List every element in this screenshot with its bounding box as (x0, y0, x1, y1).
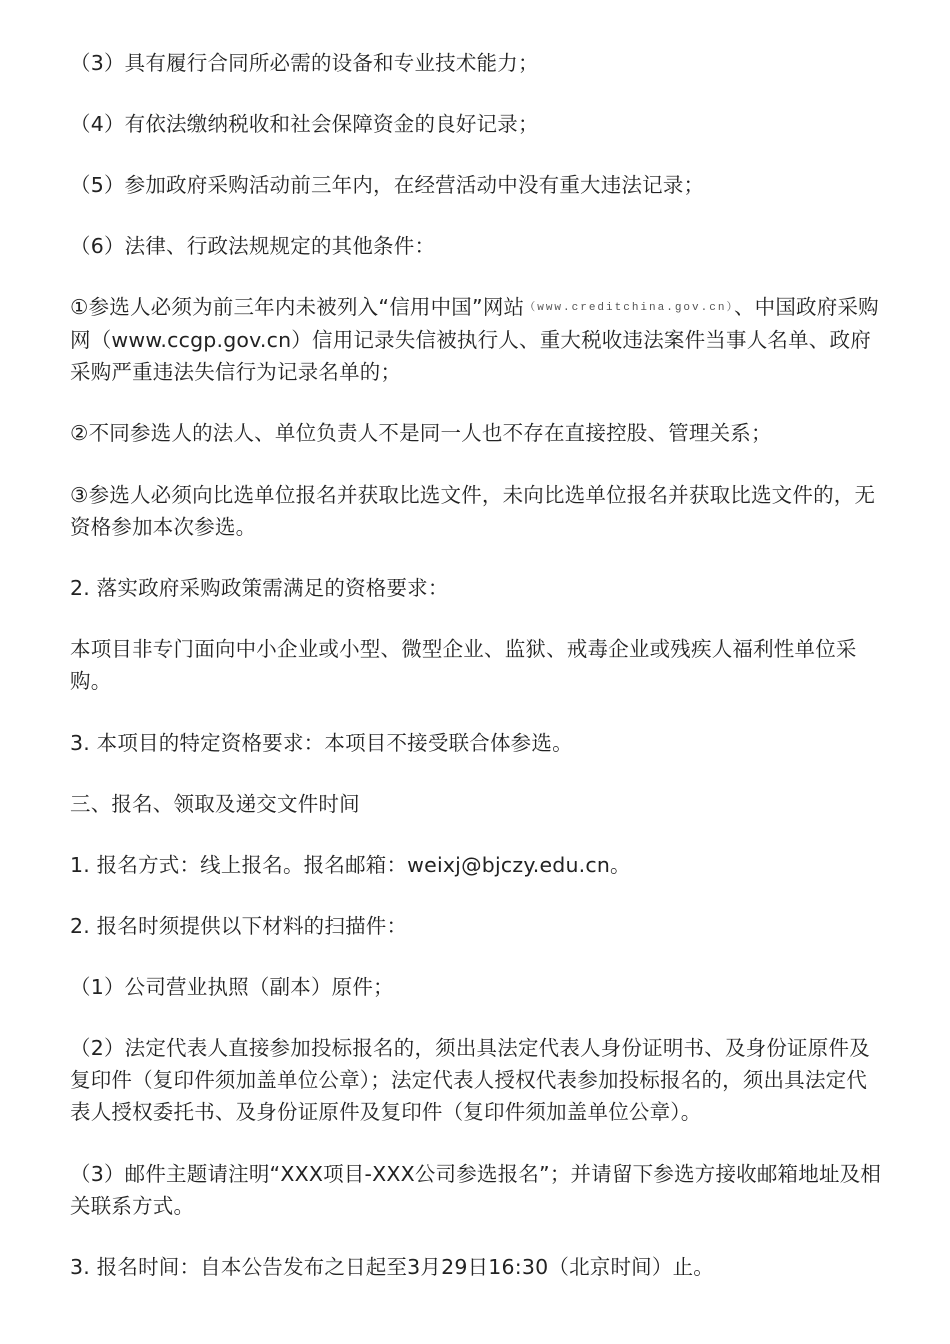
clause-6: （6）法律、行政法规规定的其他条件： (70, 234, 436, 258)
material-3: （3）邮件主题请注明“XXX项目-XXX公司参选报名”；并请留下参选方接收邮箱地址及相关联系方式。 (70, 1162, 882, 1218)
section-2-heading: 2. 落实政府采购政策需满足的资格要求： (70, 576, 449, 600)
clause-5: （5）参加政府采购活动前三年内，在经营活动中没有重大违法记录； (70, 173, 705, 197)
section-2-body: 本项目非专门面向中小企业或小型、微型企业、监狱、戒毒企业或残疾人福利性单位采购。 (70, 637, 857, 693)
condition-2: ②不同参选人的法人、单位负责人不是同一人也不存在直接控股、管理关系； (70, 421, 772, 445)
condition-1 (70, 291, 882, 388)
material-2: （2）法定代表人直接参加投标报名的，须出具法定代表人身份证明书、及身份证原件及复印件（复印件须加盖单位公章）；法定代表人授权代表参加投标报名的，须出具法定代表人授权委托书、及身份证原件及复印件（复印件须加盖单位公章）。 (70, 1036, 870, 1124)
condition-1-text-b: 、中国政府采购网（www.ccgp.gov.cn）信用记录失信被执行人、重大税收违法案件当事人名单、政府采购严重违法失信行为记录名单的； (70, 295, 879, 384)
registration-method: 1. 报名方式：线上报名。报名邮箱：weixj@bjczy.edu.cn。 (70, 853, 631, 877)
section-3-requirement: 3. 本项目的特定资格要求：本项目不接受联合体参选。 (70, 731, 573, 755)
clause-4: （4）有依法缴纳税收和社会保障资金的良好记录； (70, 112, 539, 136)
clause-3: （3）具有履行合同所必需的设备和专业技术能力； (70, 51, 539, 75)
condition-1-text-a: ①参选人必须为前三年内未被列入“信用中国”网站 (70, 295, 525, 319)
creditchina-url: （www.creditchina.gov.cn） (524, 302, 734, 314)
section-three-heading: 三、报名、领取及递交文件时间 (70, 792, 360, 816)
registration-time: 3. 报名时间：自本公告发布之日起至3月29日16:30（北京时间）止。 (70, 1255, 714, 1279)
registration-materials: 2. 报名时须提供以下材料的扫描件： (70, 914, 408, 938)
condition-3: ③参选人必须向比选单位报名并获取比选文件，未向比选单位报名并获取比选文件的，无资格参加本次参选。 (70, 483, 876, 539)
material-1: （1）公司营业执照（副本）原件； (70, 975, 394, 999)
